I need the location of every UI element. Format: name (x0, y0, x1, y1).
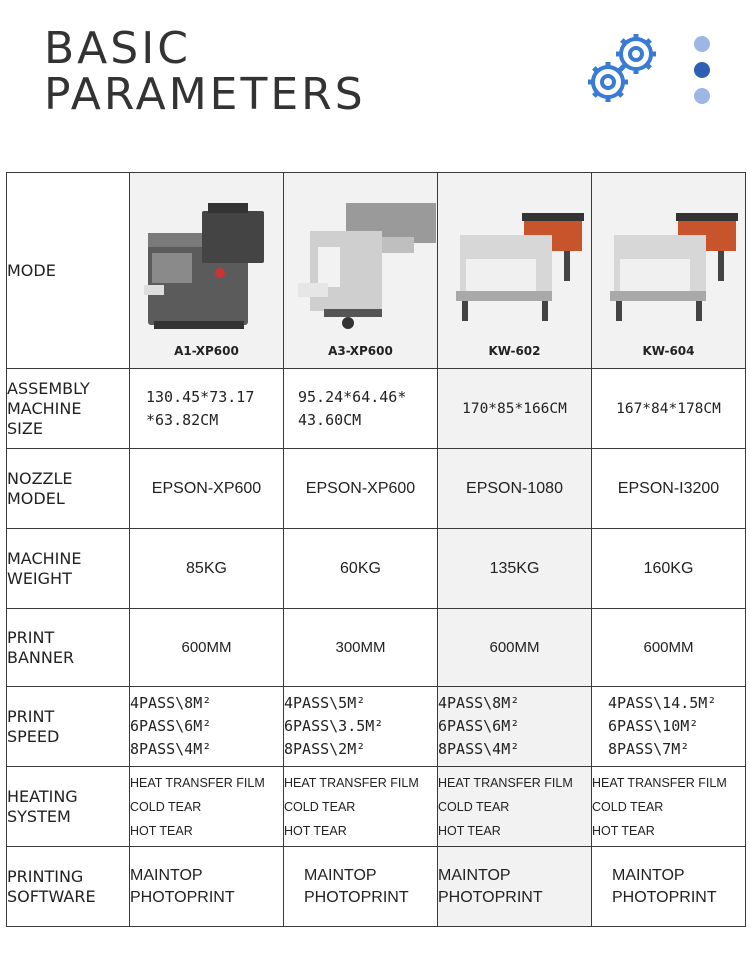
heating-label-line-1: HEATING (7, 786, 78, 806)
dot-2 (694, 62, 710, 78)
speed-a1-6pass: 6PASS\6M² (130, 717, 212, 735)
software-kw604-line-1: MAINTOP (612, 866, 685, 884)
printer-kw602-image (438, 173, 592, 369)
printer-a1-image (130, 173, 284, 369)
heating-a1-film: HEAT TRANSFER FILM (130, 775, 265, 790)
nozzle-label-line-2: MODEL (7, 488, 65, 508)
pagination-dots (694, 36, 710, 108)
banner-kw602: 600MM (438, 609, 592, 687)
heating-a3-film: HEAT TRANSFER FILM (284, 775, 419, 790)
heating-kw604-cold: COLD TEAR (592, 799, 664, 814)
speed-a3-8pass: 8PASS\2M² (284, 740, 366, 758)
banner-kw604: 600MM (592, 609, 746, 687)
software-kw602-line-1: MAINTOP (438, 866, 511, 884)
speed-a1 (130, 687, 284, 767)
heating-kw602-hot: HOT TEAR (438, 823, 501, 838)
software-row (7, 847, 746, 927)
banner-row (7, 609, 746, 687)
heating-kw602 (438, 767, 592, 847)
banner-label (7, 609, 130, 687)
size-row (7, 369, 746, 449)
software-a3-line-1: MAINTOP (304, 866, 377, 884)
software-kw604-line-2: PHOTOPRINT (612, 888, 717, 906)
speed-row (7, 687, 746, 767)
size-a1 (130, 369, 284, 449)
weight-row (7, 529, 746, 609)
size-label-line-1: ASSEMBLY (7, 378, 90, 398)
software-a1 (130, 847, 284, 927)
software-kw602-line-2: PHOTOPRINT (438, 888, 543, 906)
machine-model-a1: A1-XP600 (174, 344, 239, 358)
heating-a1-hot: HOT TEAR (130, 823, 193, 838)
banner-label-line-1: PRINT (7, 627, 55, 647)
printer-a3-image (284, 173, 438, 369)
weight-a3: 60KG (284, 529, 438, 609)
parameters-table (6, 172, 746, 927)
software-kw602 (438, 847, 592, 927)
size-label (7, 369, 130, 449)
nozzle-kw604: EPSON-I3200 (592, 449, 746, 529)
speed-a1-8pass: 8PASS\4M² (130, 740, 212, 758)
weight-kw602: 135KG (438, 529, 592, 609)
speed-kw604-6pass: 6PASS\10M² (608, 717, 699, 735)
heating-label (7, 767, 130, 847)
size-label-line-3: SIZE (7, 418, 43, 438)
size-kw604-line-1: 167*84*178CM (616, 400, 721, 417)
dot-3 (694, 88, 710, 104)
speed-a1-4pass: 4PASS\8M² (130, 694, 212, 712)
heating-row (7, 767, 746, 847)
speed-kw602-4pass: 4PASS\8M² (438, 694, 520, 712)
software-kw604 (592, 847, 746, 927)
size-a1-line-2: *63.82CM (146, 410, 219, 429)
heating-label-line-2: SYSTEM (7, 806, 71, 826)
speed-label-line-1: PRINT (7, 706, 55, 726)
speed-label (7, 687, 130, 767)
title-line-2: PARAMETERS (44, 69, 366, 120)
software-a3 (284, 847, 438, 927)
gears-icon (584, 28, 674, 108)
heating-kw604-hot: HOT TEAR (592, 823, 655, 838)
speed-a3 (284, 687, 438, 767)
nozzle-kw602: EPSON-1080 (438, 449, 592, 529)
heating-a3-hot: HOT TEAR (284, 823, 347, 838)
software-a1-line-2: PHOTOPRINT (130, 888, 235, 906)
size-label-line-2: MACHINE (7, 398, 82, 418)
speed-kw602-8pass: 8PASS\4M² (438, 740, 520, 758)
weight-label (7, 529, 130, 609)
weight-a1: 85KG (130, 529, 284, 609)
machine-a1-cell (130, 173, 284, 369)
heating-kw602-cold: COLD TEAR (438, 799, 510, 814)
speed-kw604-8pass: 8PASS\7M² (608, 740, 690, 758)
mode-label (7, 173, 130, 369)
banner-a1: 600MM (130, 609, 284, 687)
weight-kw604: 160KG (592, 529, 746, 609)
machine-model-kw602: KW-602 (488, 344, 541, 358)
software-label-line-2: SOFTWARE (7, 886, 96, 906)
software-a3-line-2: PHOTOPRINT (304, 888, 409, 906)
heating-a1-cold: COLD TEAR (130, 799, 202, 814)
size-kw602-line-1: 170*85*166CM (462, 400, 567, 417)
heating-kw604 (592, 767, 746, 847)
size-kw602 (438, 369, 592, 449)
size-a1-line-1: 130.45*73.17 (146, 387, 255, 406)
banner-a3: 300MM (284, 609, 438, 687)
nozzle-a3: EPSON-XP600 (284, 449, 438, 529)
machine-kw604-cell (592, 173, 746, 369)
banner-label-line-2: BANNER (7, 647, 75, 667)
page-title (44, 23, 366, 120)
size-kw604 (592, 369, 746, 449)
size-a3 (284, 369, 438, 449)
heating-kw602-film: HEAT TRANSFER FILM (438, 775, 573, 790)
software-a1-line-1: MAINTOP (130, 866, 203, 884)
heating-a1 (130, 767, 284, 847)
speed-kw604 (592, 687, 746, 767)
speed-kw602-6pass: 6PASS\6M² (438, 717, 520, 735)
mode-row (7, 173, 746, 369)
weight-label-line-2: WEIGHT (7, 568, 72, 588)
heating-kw604-film: HEAT TRANSFER FILM (592, 775, 727, 790)
speed-kw604-4pass: 4PASS\14.5M² (608, 694, 717, 712)
speed-a3-6pass: 6PASS\3.5M² (284, 717, 384, 735)
size-a3-line-2: 43.60CM (298, 410, 362, 429)
heating-a3-cold: COLD TEAR (284, 799, 356, 814)
machine-model-a3: A3-XP600 (328, 344, 393, 358)
nozzle-label (7, 449, 130, 529)
title-line-1: BASIC (44, 23, 191, 74)
dot-1 (694, 36, 710, 52)
speed-label-line-2: SPEED (7, 726, 60, 746)
mode-label-text: MODE (7, 260, 56, 280)
speed-a3-4pass: 4PASS\5M² (284, 694, 366, 712)
heating-a3 (284, 767, 438, 847)
machine-model-kw604: KW-604 (642, 344, 695, 358)
software-label (7, 847, 130, 927)
software-label-line-1: PRINTING (7, 866, 84, 886)
nozzle-row (7, 449, 746, 529)
weight-label-line-1: MACHINE (7, 548, 82, 568)
printer-kw604-image (592, 173, 746, 369)
nozzle-a1: EPSON-XP600 (130, 449, 284, 529)
nozzle-label-line-1: NOZZLE (7, 468, 73, 488)
speed-kw602 (438, 687, 592, 767)
machine-a3-cell (284, 173, 438, 369)
size-a3-line-1: 95.24*64.46* (298, 387, 407, 406)
machine-kw602-cell (438, 173, 592, 369)
